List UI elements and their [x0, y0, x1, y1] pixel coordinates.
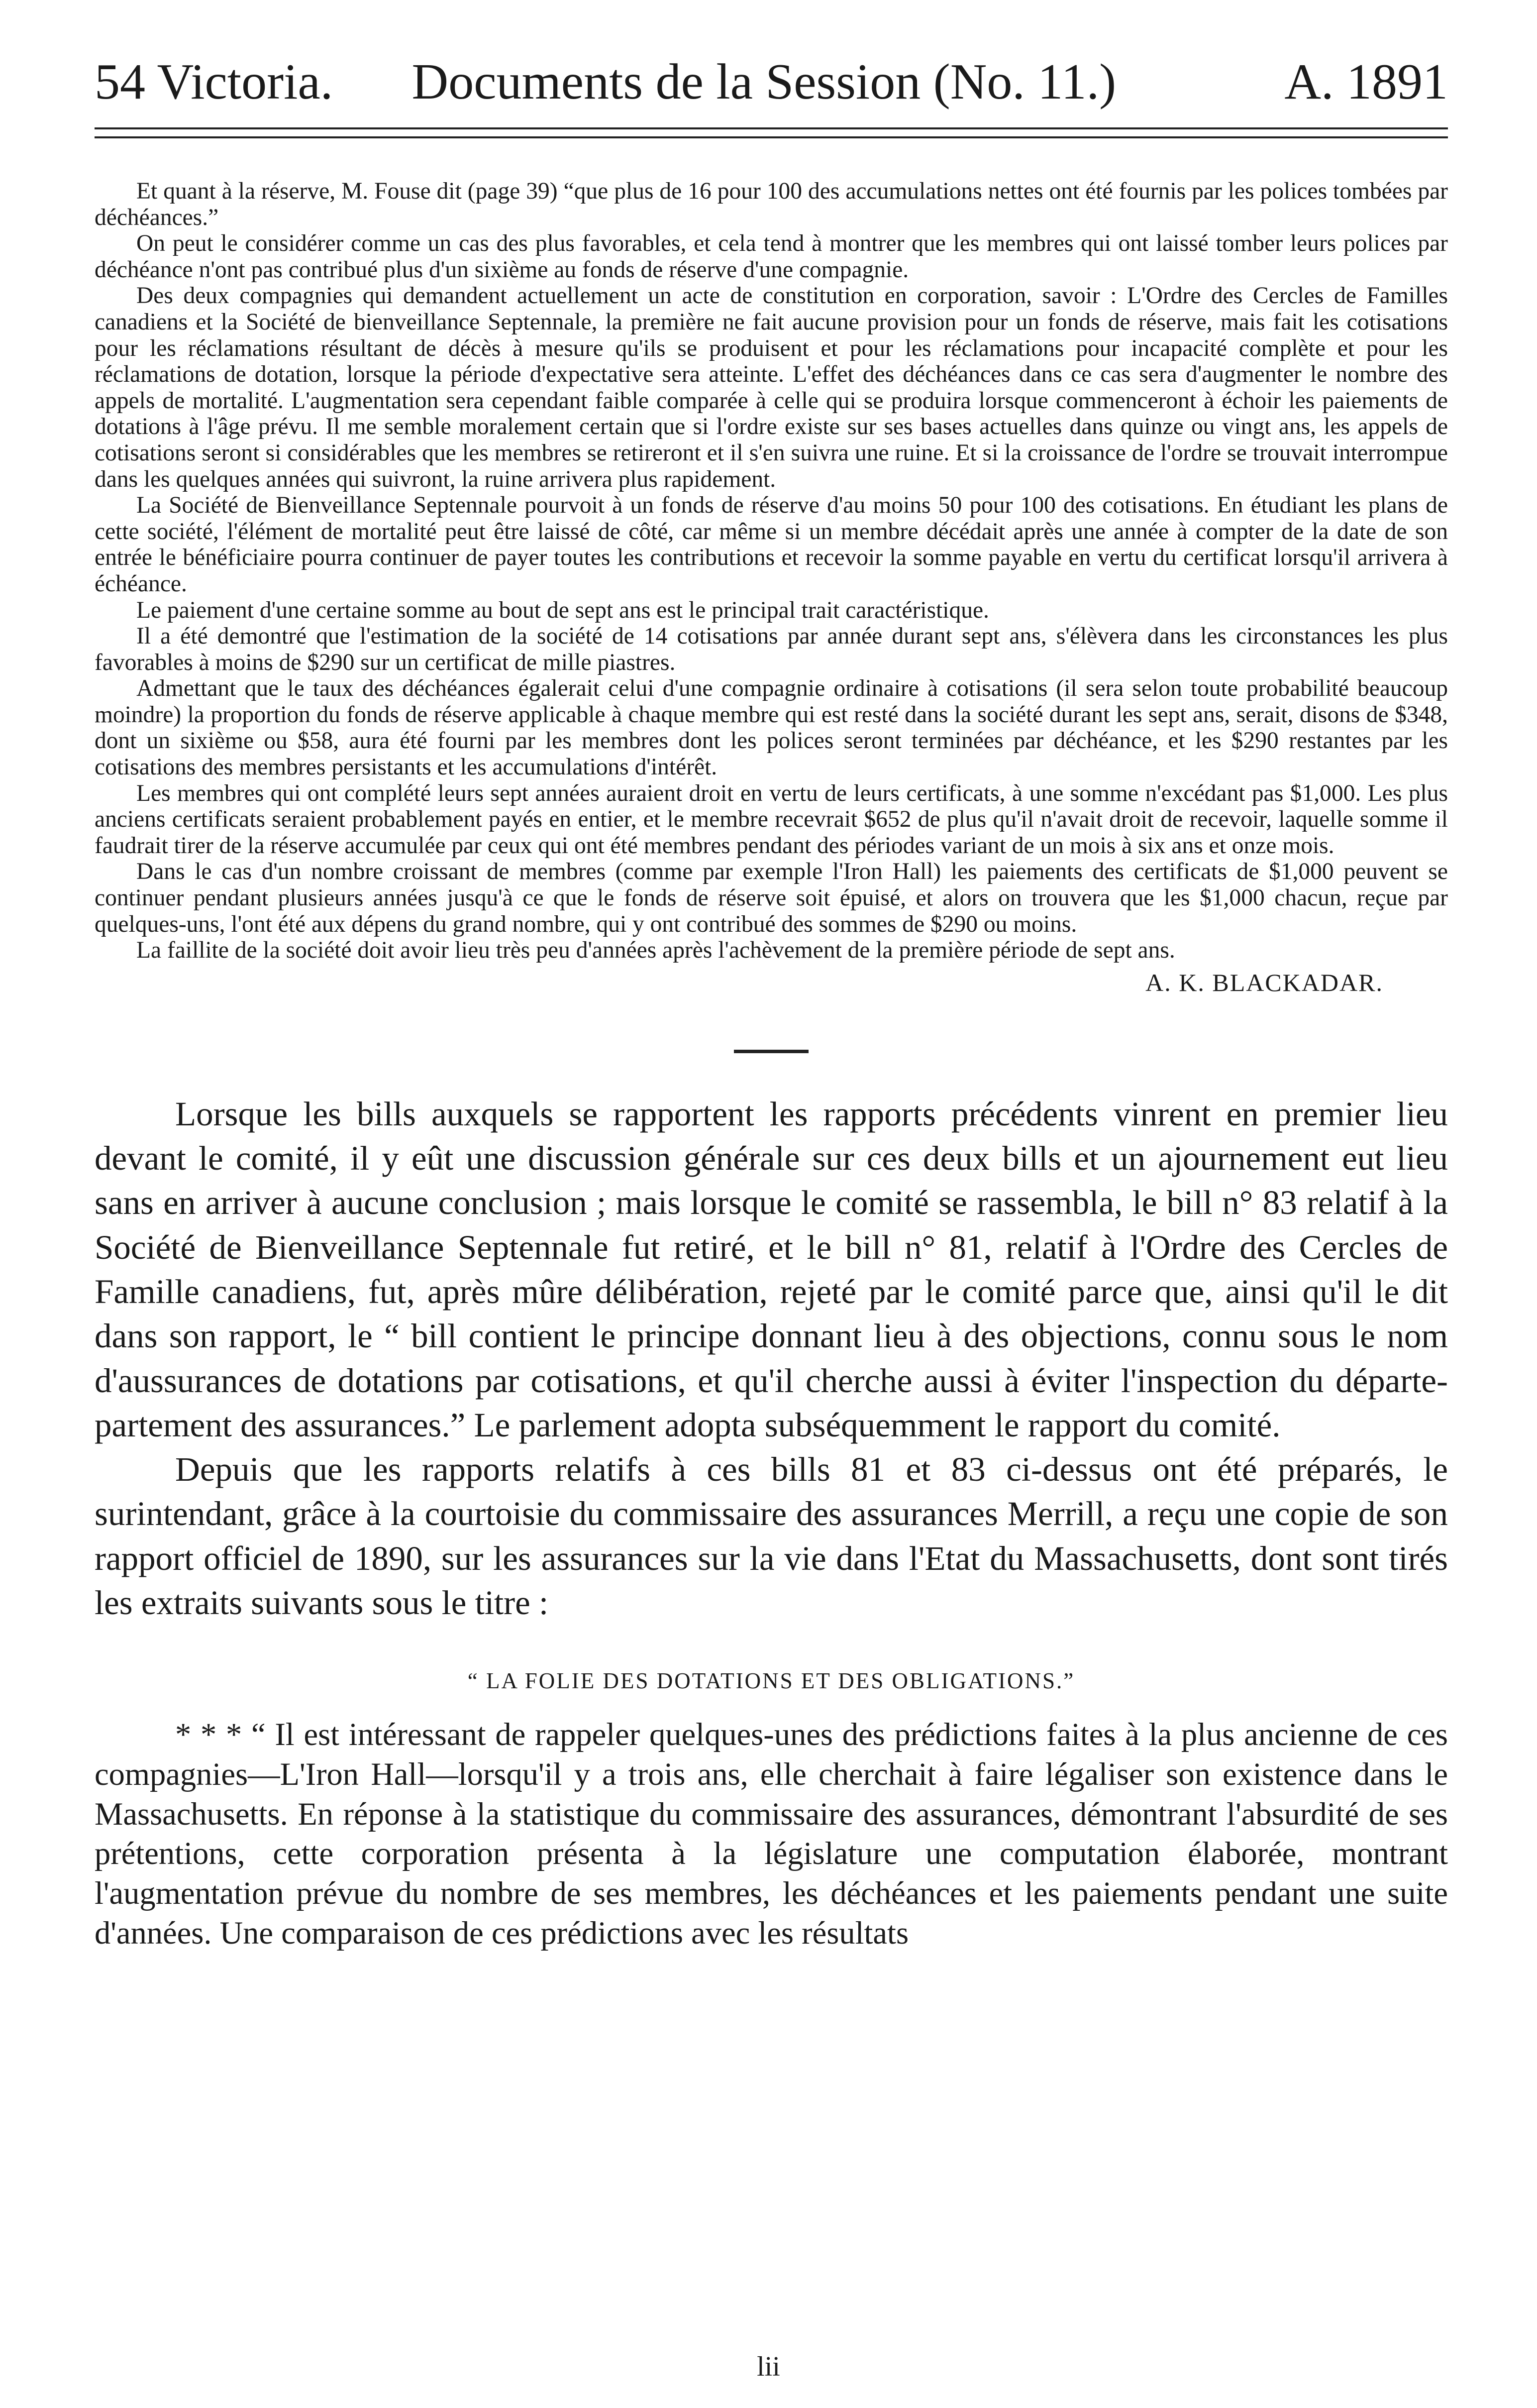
section-divider — [734, 1050, 809, 1053]
report-paragraph: La faillite de la société doit avoir lieu très peu d'années après l'achèvement de la première période de sept ans. — [136, 937, 1175, 964]
body-paragraph: Lorsque les bills auxquels se rapportent les rapports précédents vinrent en premier lieu devant le comité, il y eût une discussion générale sur ces deux bills et un ajournement eut lieu sans en arriver à aucune conclusion ; mais lorsque le comité se rassembla, le bill n° 83 relatif à la Société de Bienveillance Septennale fut retiré, et le bill n° 81, relatif à l'Ordre des Cercles de Famille canadiens, fut, après mûre délibération, rejeté par le comité parce que, ainsi qu'il le dit dans son rapport, le “ bill contient le principe donnant lieu à des objections, connu sous le nom d'aussurances de dotations par cotisations, et qu'il cherche aussi à éviter l'inspection du départe-partement des assurances.” Le parlement adopta subséquemment le rapport du comité. — [95, 1095, 1448, 1444]
header-session-year: 54 Victoria. — [95, 54, 333, 110]
quote-paragraph: * * * “ Il est intéressant de rappeler quelques-unes des prédictions faites à la plus ancienne de ces compagnies—L'Iron Hall—lorsqu'il y a trois ans, elle cherchait à faire légaliser son existence dans le Massachusetts. En réponse à la statistique du commissaire des assurances, démontrant l'absurdité de ses prétentions, cette corporation présenta à la législature une computation élaborée, montrant l'augmentation prévue du nombre de ses membres, les déchéances et les paiements pendant une suite d'années. Une comparaison de ces prédictions avec les résultats — [95, 1717, 1448, 1951]
quoted-section-title: “ LA FOLIE DES DOTATIONS ET DES OBLIGATIONS.” — [467, 1668, 1075, 1694]
report-section — [95, 178, 1448, 964]
page-number: lii — [757, 2351, 780, 2382]
report-paragraph: Les membres qui ont complété leurs sept années auraient droit en vertu de leurs certificats, à une somme n'excédant pas $1,000. Les plus anciens certificats seraient probablement payés en entier, et le membre recevrait $652 de plus qu'il n'avait droit de recevoir, laquelle somme il faudrait tirer de la réserve accumulée par ceux qui ont été membres pendant des périodes variant de un mois à six ans et onze mois. — [95, 780, 1448, 859]
report-signature: A. K. BLACKADAR. — [1145, 968, 1383, 996]
header-year: A. 1891 — [1284, 54, 1448, 110]
report-paragraph: On peut le considérer comme un cas des plus favorables, et cela tend à montrer que les membres qui ont laissé tomber leurs polices par déchéance n'ont pas contribué plus d'un sixième au fonds de réserve d'une compagnie. — [95, 230, 1448, 283]
header-document-title: Documents de la Session (No. 11.) — [411, 54, 1117, 110]
running-header — [95, 50, 1448, 124]
report-paragraph: Il a été demontré que l'estimation de la société de 14 cotisations par année durant sept ans, s'élèvera dans les circonstances les plus favorables à moins de $290 sur un certificat de mille piastres. — [95, 623, 1448, 675]
quoted-section — [95, 1715, 1448, 1953]
report-paragraph: Et quant à la réserve, M. Fouse dit (page 39) “que plus de 16 pour 100 des accumulations nettes ont été fournis par les polices tombées par déchéances.” — [95, 178, 1448, 230]
body-paragraph: Depuis que les rapports relatifs à ces bills 81 et 83 ci-dessus ont été préparés, le surintendant, grâce à la courtoisie du commissaire des assurances Merrill, a reçu une copie de son rapport officiel de 1890, sur les assurances sur la vie dans l'Etat du Massachusetts, dont sont tirés les extraits suivants sous le titre : — [95, 1450, 1448, 1622]
report-paragraph: Admettant que le taux des déchéances égalerait celui d'une compagnie ordinaire à cotisations (il sera selon toute probabilité beaucoup moindre) la proportion du fonds de réserve applicable à chaque membre qui est resté dans la société durant les sept ans, serait, disons de $348, dont un sixième ou $58, aura été fourni par les membres dont les polices seront terminées par déchéance, et les $290 restantes par les cotisations des membres persistants et les accumulations d'intérêt. — [95, 675, 1448, 780]
document-page — [95, 50, 1448, 1953]
body-section — [95, 1092, 1448, 1626]
report-paragraph: Dans le cas d'un nombre croissant de membres (comme par exemple l'Iron Hall) les paiements des certificats de $1,000 peuvent se continuer pendant plusieurs années jusqu'à ce que le fonds de réserve soit épuisé, et alors on trouvera que les $1,000 chacun, reçue par quelques-uns, l'ont été aux dépens du grand nombre, qui y ont contribué des sommes de $290 ou moins. — [95, 859, 1448, 937]
header-double-rule — [95, 127, 1448, 138]
report-paragraph: La Société de Bienveillance Septennale pourvoit à un fonds de réserve d'au moins 50 pour 100 des cotisations. En étudiant les plans de cette société, l'élément de mortalité peut être laissé de côté, car même si un membre décédait après une année à compter de la date de son entrée le bénéficiaire pourra continuer de payer toutes les contributions et recevoir la somme payable en vertu du certificat lorsqu'il arrivera à échéance. — [95, 492, 1448, 597]
report-paragraph: Le paiement d'une certaine somme au bout de sept ans est le principal trait caractéristique. — [136, 597, 989, 623]
report-paragraph: Des deux compagnies qui demandent actuellement un acte de constitution en corporation, savoir : L'Ordre des Cercles de Familles canadiens et la Société de bienveillance Septennale, la première ne fait aucune provision pour un fonds de réserve, mais fait les cotisations pour les réclamations résultant de décès à mesure qu'ils se produisent et pour les réclamations pour incapacité complète et pour les réclamations de dotation, lorsque la période d'expectative sera atteinte. L'effet des déchéances dans ce cas sera d'augmenter le nombre des appels de mortalité. L'augmentation sera cependant faible comparée à celle qui se produira lorsque commenceront à échoir les paiements de dotations à l'âge prévu. Il me semble moralement certain que si l'ordre existe sur ses bases actuelles dans quinze ou vingt ans, les appels de cotisations seront si considérables que les membres se retireront et il s'en suivra une ruine. Et si la croissance de l'ordre se trouvait interrompue dans les quelques années qui suivront, la ruine arrivera plus rapidement. — [95, 283, 1448, 492]
